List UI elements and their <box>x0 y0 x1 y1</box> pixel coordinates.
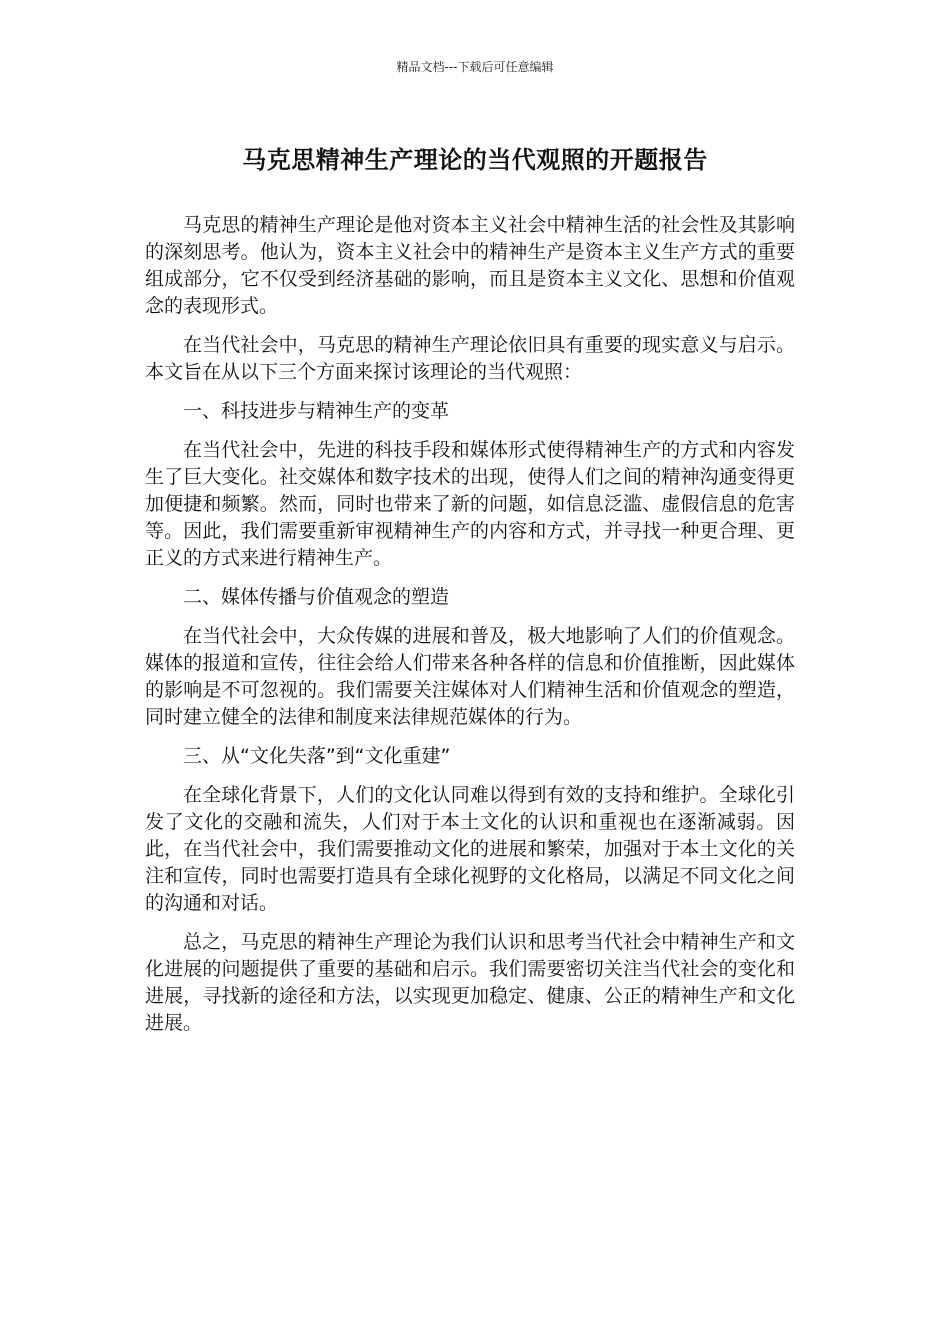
section-heading-2: 二、媒体传播与价值观念的塑造 <box>183 586 450 608</box>
section-heading-3: 三、从“文化失落”到“文化重建” <box>183 745 451 767</box>
paragraph-section-1: 在当代社会中，先进的科技手段和媒体形式使得精神生产的方式和内容发生了巨大变化。社交媒体和数字技术的出现，使得人们之间的精神沟通变得更加便捷和频繁。然而，同时也带来了新的问题，如信息泛滥、虚假信息的危害等。因此，我们需要重新审视精神生产的内容和方式，并寻找一种更合理、更正义的方式来进行精神生产。 <box>145 439 795 569</box>
document-title: 马克思精神生产理论的当代观照的开题报告 <box>242 146 708 174</box>
document-body <box>145 212 795 1049</box>
paragraph-section-3: 在全球化背景下，人们的文化认同难以得到有效的支持和维护。全球化引发了文化的交融和流失，人们对于本土文化的认识和重视也在逐渐减弱。因此，在当代社会中，我们需要推动文化的进展和繁荣，加强对于本土文化的关注和宣传，同时也需要打造具有全球化视野的文化格局，以满足不同文化之间的沟通和对话。 <box>145 784 795 914</box>
paragraph-purpose: 在当代社会中，马克思的精神生产理论依旧具有重要的现实意义与启示。本文旨在从以下三个方面来探讨该理论的当代观照： <box>145 334 795 383</box>
header-note: 精品文档---下载后可任意编辑 <box>396 60 554 74</box>
paragraph-intro: 马克思的精神生产理论是他对资本主义社会中精神生活的社会性及其影响的深刻思考。他认为，资本主义社会中的精神生产是资本主义生产方式的重要组成部分，它不仅受到经济基础的影响，而且是资本主义文化、思想和价值观念的表现形式。 <box>145 214 795 317</box>
section-heading-1: 一、科技进步与精神生产的变革 <box>183 400 450 422</box>
paragraph-conclusion: 总之，马克思的精神生产理论为我们认识和思考当代社会中精神生产和文化进展的问题提供了重要的基础和启示。我们需要密切关注当代社会的变化和进展，寻找新的途径和方法，以实现更加稳定、健康、公正的精神生产和文化进展。 <box>145 931 795 1034</box>
paragraph-section-2: 在当代社会中，大众传媒的进展和普及，极大地影响了人们的价值观念。媒体的报道和宣传，往往会给人们带来各种各样的信息和价值推断，因此媒体的影响是不可忽视的。我们需要关注媒体对人们精神生活和价值观念的塑造，同时建立健全的法律和制度来法律规范媒体的行为。 <box>145 625 795 728</box>
